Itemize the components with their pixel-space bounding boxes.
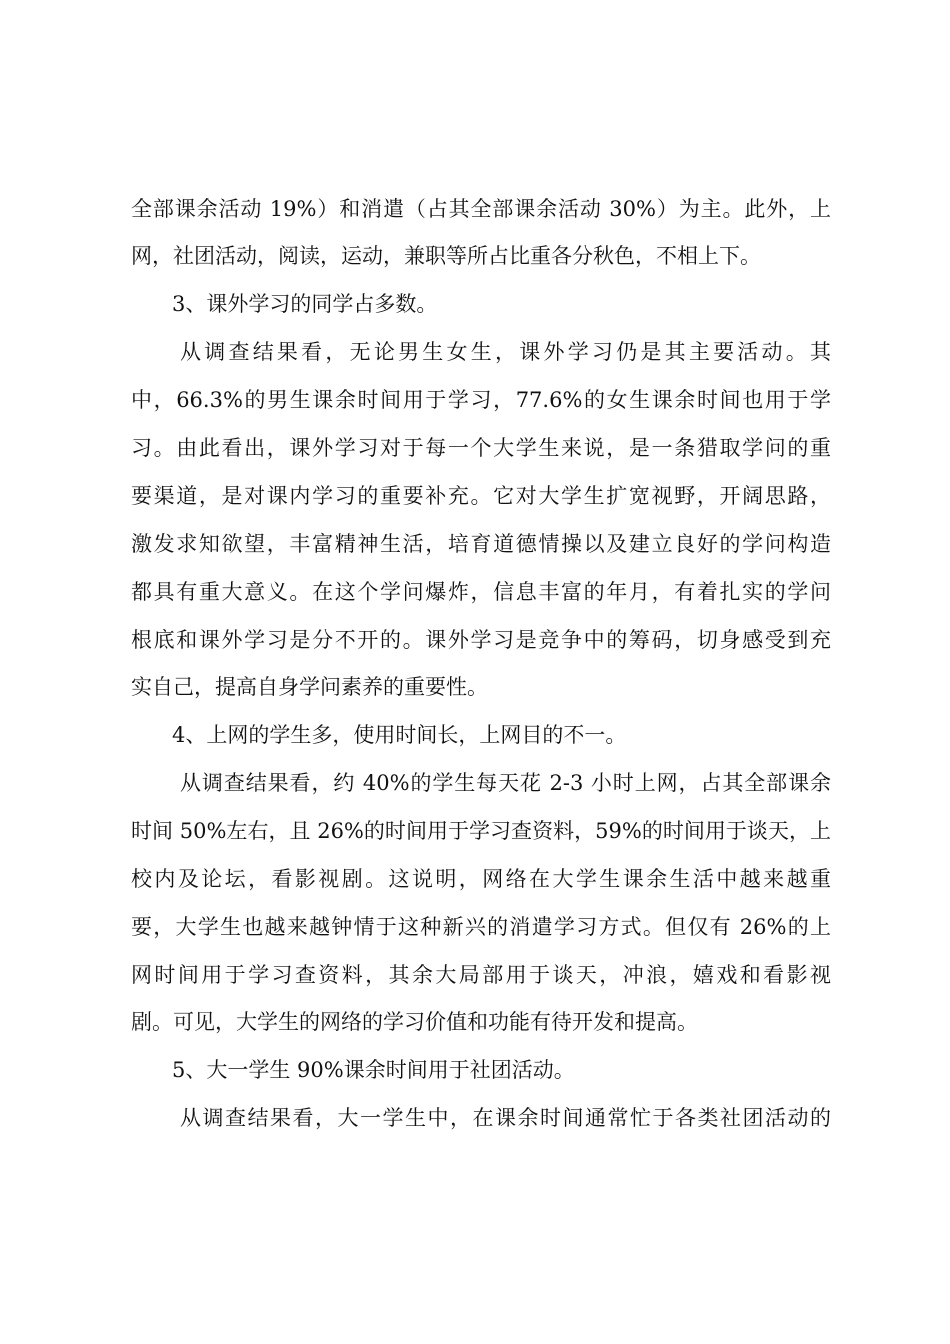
text-line: 激发求知欲望，丰富精神生活，培育道德情操以及建立良好的学问构造	[131, 532, 831, 556]
text-line: 全部课余活动 19%）和消遣（占其全部课余活动 30%）为主。此外，上	[131, 197, 831, 221]
section-heading: 5、大一学生 90%课余时间用于社团活动。	[172, 1058, 575, 1082]
text-line: 要，大学生也越来越钟情于这种新兴的消遣学习方式。但仅有 26%的上	[131, 915, 831, 939]
text-line: 从调查结果看，大一学生中，在课余时间通常忙于各类社团活动的	[180, 1106, 831, 1130]
text-line: 从调查结果看，无论男生女生，课外学习仍是其主要活动。其	[180, 340, 831, 364]
text-line: 剧。可见，大学生的网络的学习价值和功能有待开发和提高。	[131, 1010, 698, 1034]
text-line: 中，66.3%的男生课余时间用于学习，77.6%的女生课余时间也用于学	[131, 388, 831, 412]
section-heading: 4、上网的学生多，使用时间长，上网目的不一。	[172, 723, 627, 747]
section-heading: 3、课外学习的同学占多数。	[172, 292, 438, 316]
text-line: 校内及论坛，看影视剧。这说明，网络在大学生课余生活中越来越重	[131, 867, 831, 891]
text-line: 要渠道，是对课内学习的重要补充。它对大学生扩宽视野，开阔思路，	[131, 484, 831, 508]
text-line: 网，社团活动，阅读，运动，兼职等所占比重各分秋色，不相上下。	[131, 244, 761, 268]
text-line: 从调查结果看，约 40%的学生每天花 2-3 小时上网，占其全部课余	[180, 771, 831, 795]
text-line: 都具有重大意义。在这个学问爆炸，信息丰富的年月，有着扎实的学问	[131, 580, 831, 604]
text-line: 实自己，提高自身学问素养的重要性。	[131, 675, 488, 699]
text-line: 时间 50%左右，且 26%的时间用于学习查资料，59%的时间用于谈天，上	[131, 819, 831, 843]
text-line: 根底和课外学习是分不开的。课外学习是竞争中的筹码，切身感受到充	[131, 628, 831, 652]
text-line: 网时间用于学习查资料，其余大局部用于谈天，冲浪，嬉戏和看影视	[131, 963, 831, 987]
text-line: 习。由此看出，课外学习对于每一个大学生来说，是一条猎取学问的重	[131, 436, 831, 460]
